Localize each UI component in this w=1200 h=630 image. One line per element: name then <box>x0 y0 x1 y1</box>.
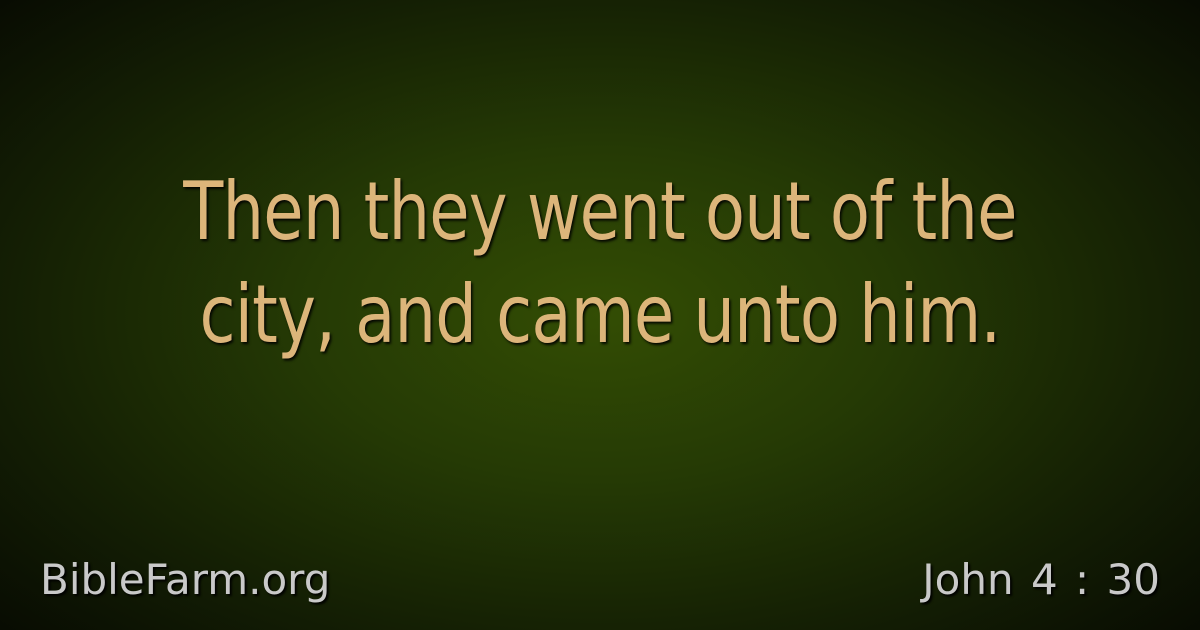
site-name: BibleFarm.org <box>40 555 331 604</box>
verse-reference: John 4 : 30 <box>922 555 1160 604</box>
verse-text: Then they went out of the city, and came unto him. <box>183 165 1017 361</box>
